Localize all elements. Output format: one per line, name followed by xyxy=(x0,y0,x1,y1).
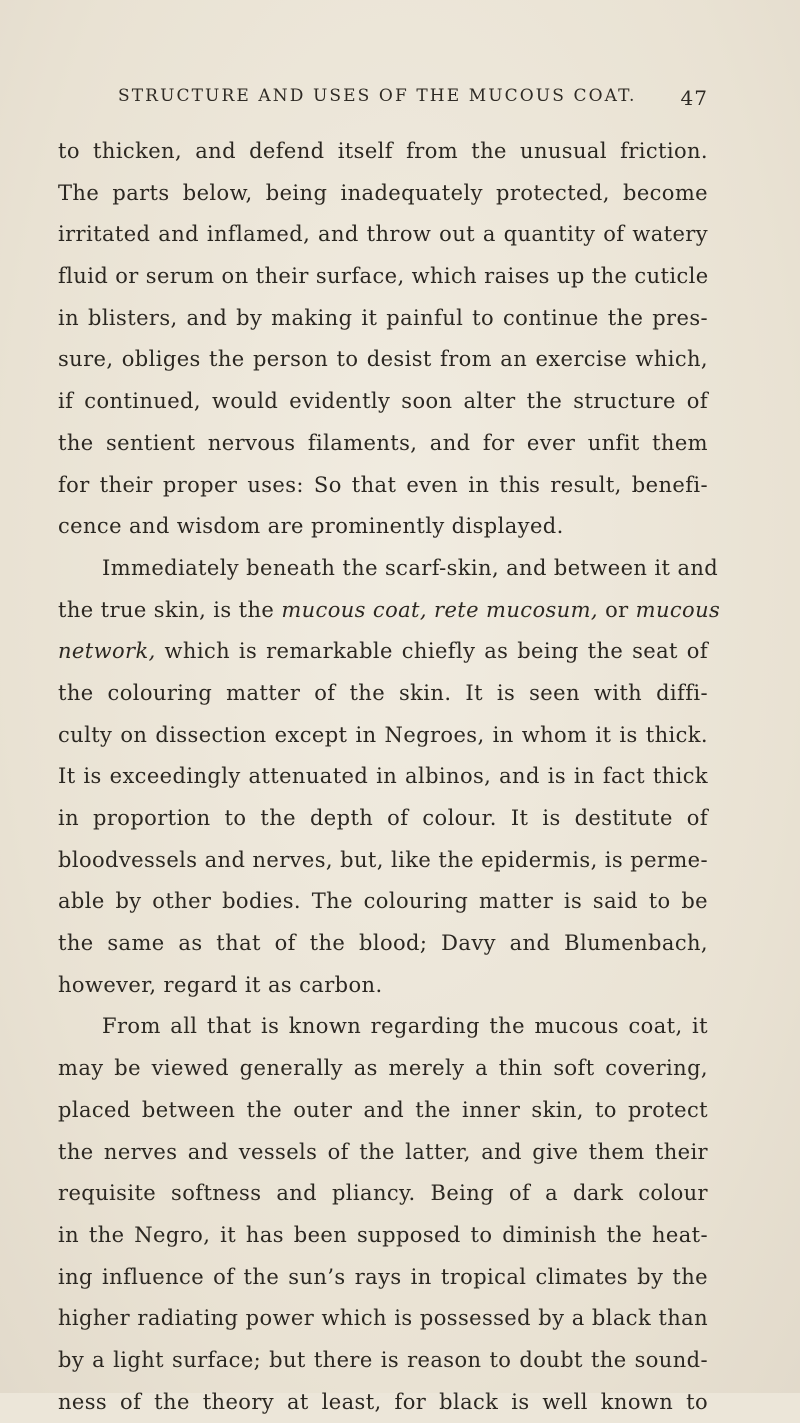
text-line: irritated and inflamed, and throw out a quantity of watery xyxy=(58,222,708,247)
text-line: requisite softness and pliancy. Being of a dark colour xyxy=(58,1181,708,1206)
text-line: placed between the outer and the inner skin, to protect xyxy=(58,1097,708,1122)
text-line: in blisters, and by making it painful to continue the pres- xyxy=(58,305,708,330)
page-number: 47 xyxy=(680,86,708,110)
text-line: the same as that of the blood; Davy and Blumenbach, xyxy=(58,931,708,956)
text-line: in proportion to the depth of colour. It is destitute of xyxy=(58,806,708,830)
text-line: higher radiating power which is possessed by a black than xyxy=(58,1306,708,1331)
text-line: may be viewed generally as merely a thin soft covering, xyxy=(58,1056,708,1081)
text-line: cence and wisdom are prominently displayed. xyxy=(58,514,564,539)
text-line: Immediately beneath the scarf-skin, and between it and xyxy=(102,555,719,580)
text-line xyxy=(58,590,721,632)
text-line: able by other bodies. The colouring matter is said to be xyxy=(58,889,708,914)
running-head xyxy=(118,86,708,116)
text-line: From all that is known regarding the mucous coat, it xyxy=(102,1014,708,1039)
text-line: culty on dissection except in Negroes, in whom it is thick. xyxy=(58,722,708,747)
text-line: by a light surface; but there is reason to doubt the sound- xyxy=(58,1347,708,1372)
text-run: or xyxy=(598,597,636,622)
running-head-title: STRUCTURE AND USES OF THE MUCOUS COAT. xyxy=(118,86,637,106)
text-line: the nerves and vessels of the latter, and give them their xyxy=(58,1139,708,1164)
text-line: the sentient nervous filaments, and for ever unfit them xyxy=(58,430,708,455)
body-text xyxy=(58,131,721,1423)
text-line: fluid or serum on their surface, which raises up the cuticle xyxy=(58,264,709,289)
text-line: for their proper uses: So that even in this result, benefi- xyxy=(58,472,708,497)
text-line: ness of the theory at least, for black is well known to xyxy=(58,1389,708,1414)
text-line: to thicken, and defend itself from the unusual friction. xyxy=(58,139,708,163)
text-run: which is remarkable chiefly as being the seat of xyxy=(155,639,708,664)
italic-term: mucous coat, rete mucosum, xyxy=(281,597,598,622)
text-line: ing influence of the sun’s rays in tropical climates by the xyxy=(58,1264,708,1289)
italic-term: network, xyxy=(58,639,156,664)
text-line: sure, obliges the person to desist from an exercise which, xyxy=(58,347,708,372)
text-line: bloodvessels and nerves, but, like the epidermis, is perme- xyxy=(58,847,708,872)
text-line xyxy=(58,631,708,673)
text-line: It is exceedingly attenuated in albinos, and is in fact thick xyxy=(58,764,708,789)
text-line: however, regard it as carbon. xyxy=(58,972,383,997)
text-line: in the Negro, it has been supposed to diminish the heat- xyxy=(58,1222,708,1247)
text-line: The parts below, being inadequately protected, become xyxy=(58,180,708,205)
text-line: if continued, would evidently soon alter the structure of xyxy=(58,389,708,414)
italic-term: mucous xyxy=(635,597,721,622)
text-line: the colouring matter of the skin. It is seen with diffi- xyxy=(58,680,708,705)
text-run: the true skin, is the xyxy=(58,597,282,622)
